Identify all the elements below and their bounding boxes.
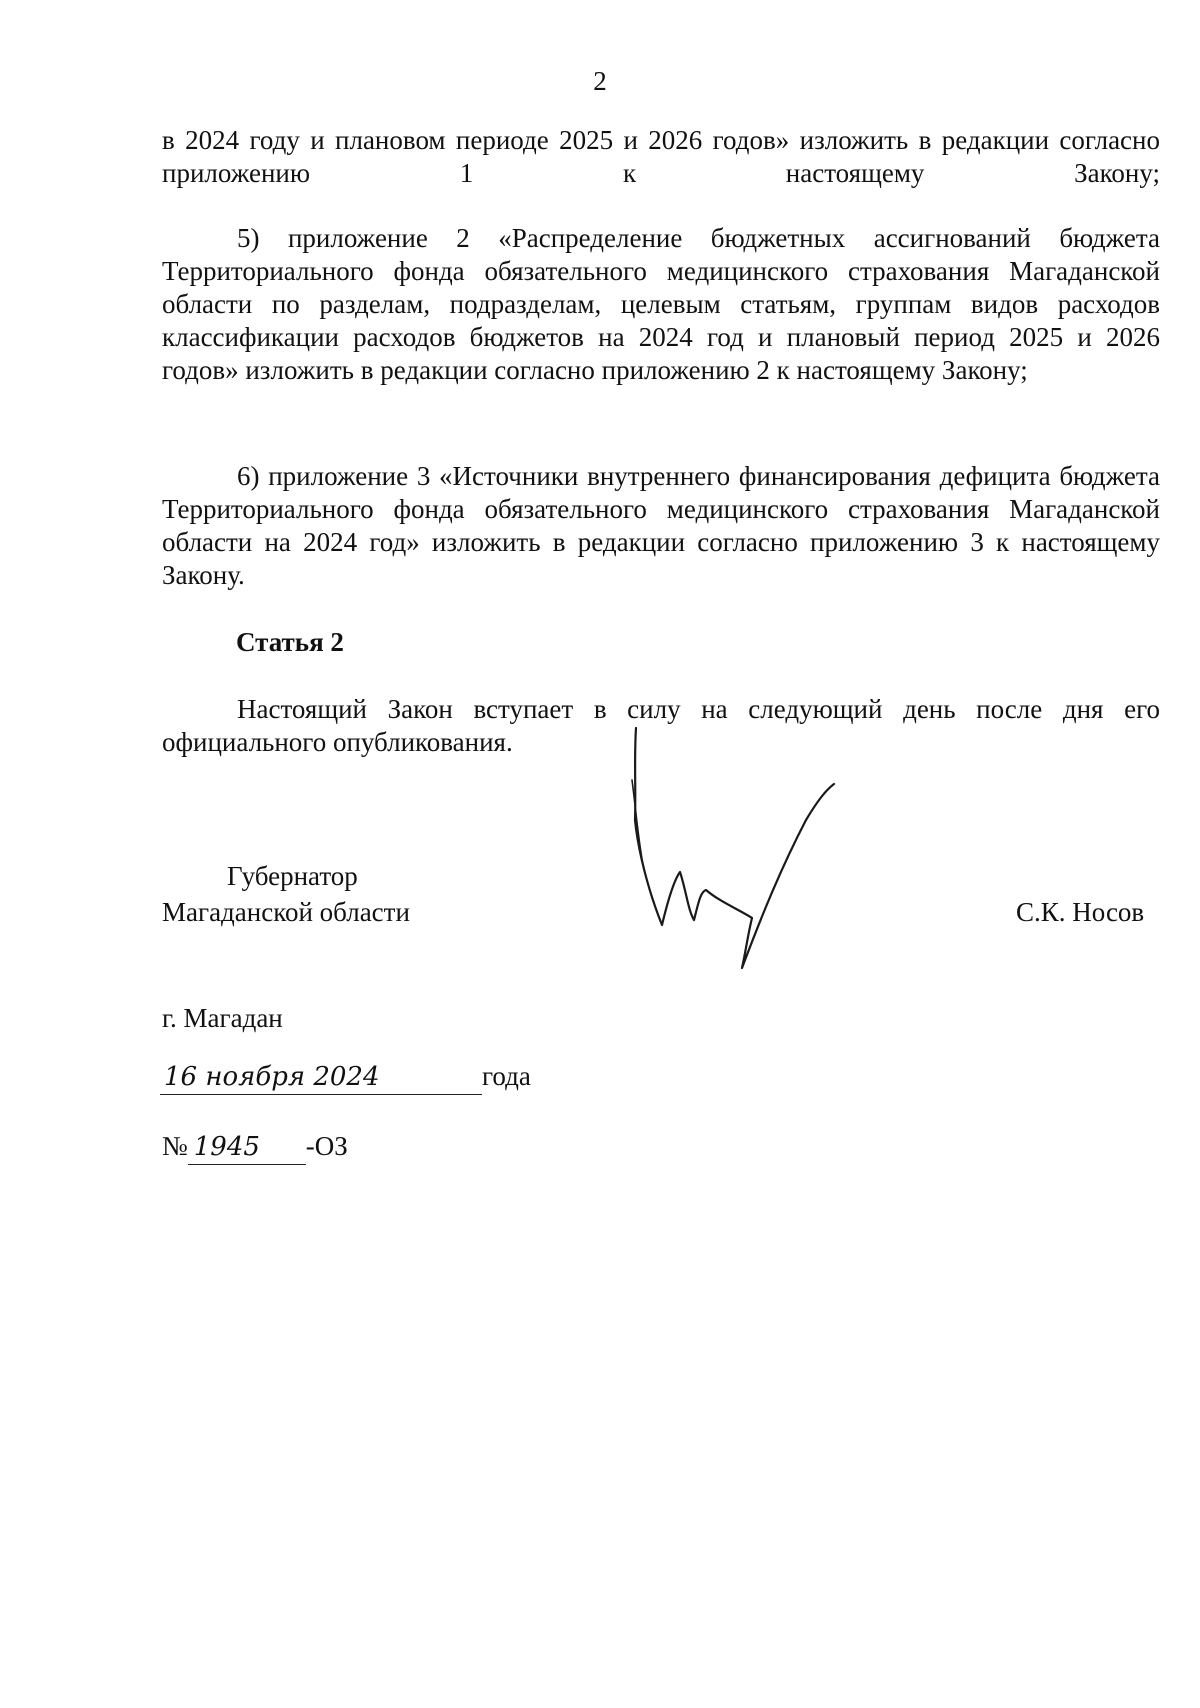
number-line — [162, 1130, 348, 1165]
date-suffix: года — [482, 1061, 531, 1091]
paragraph-item-6 — [162, 460, 1160, 592]
handwritten-date: 16 ноября 2024 — [164, 1062, 380, 1092]
signatory-title-line1: Губернатор — [227, 861, 358, 891]
paragraph-4-text: Настоящий Закон вступает в силу на следующий день после дня его официального опубликования. — [162, 694, 1160, 757]
paragraph-item-5 — [162, 222, 1160, 387]
city-line: г. Магадан — [162, 1003, 283, 1033]
paragraph-3-text: 6) приложение 3 «Источники внутреннего финансирования дефицита бюджета Территориального фонда обязательного медицинского страхования Магаданской области на 2024 год» изложить в редакции согласно приложению 3 к настоящему Закону. — [162, 461, 1160, 590]
page-number: 2 — [593, 66, 607, 96]
paragraph-2-text: 5) приложение 2 «Распределение бюджетных ассигнований бюджета Территориального фонда обязательного медицинского страхования Магаданской области по разделам, подразделам, целевым статьям, группам видов расходов классификации расходов бюджетов на 2024 год и плановый период 2025 и 2026 годов» изложить в редакции согласно приложению 2 к настоящему Закону; — [162, 223, 1160, 385]
signatory-name: С.К. Носов — [1016, 897, 1145, 927]
article-heading: Статья 2 — [236, 627, 344, 657]
date-field — [160, 1060, 482, 1095]
signatory-title-line2: Магаданской области — [162, 897, 410, 927]
number-prefix: № — [162, 1131, 188, 1161]
paragraph-1-text: в 2024 году и плановом периоде 2025 и 2026 годов» изложить в редакции согласно приложению 1 к настоящему Закону; — [162, 125, 1160, 188]
handwritten-signature — [630, 720, 890, 980]
number-suffix: -ОЗ — [305, 1131, 348, 1161]
handwritten-number: 1945 — [193, 1132, 260, 1162]
number-field — [188, 1130, 306, 1165]
paragraph-continuation — [162, 124, 1160, 190]
date-line — [160, 1060, 531, 1095]
